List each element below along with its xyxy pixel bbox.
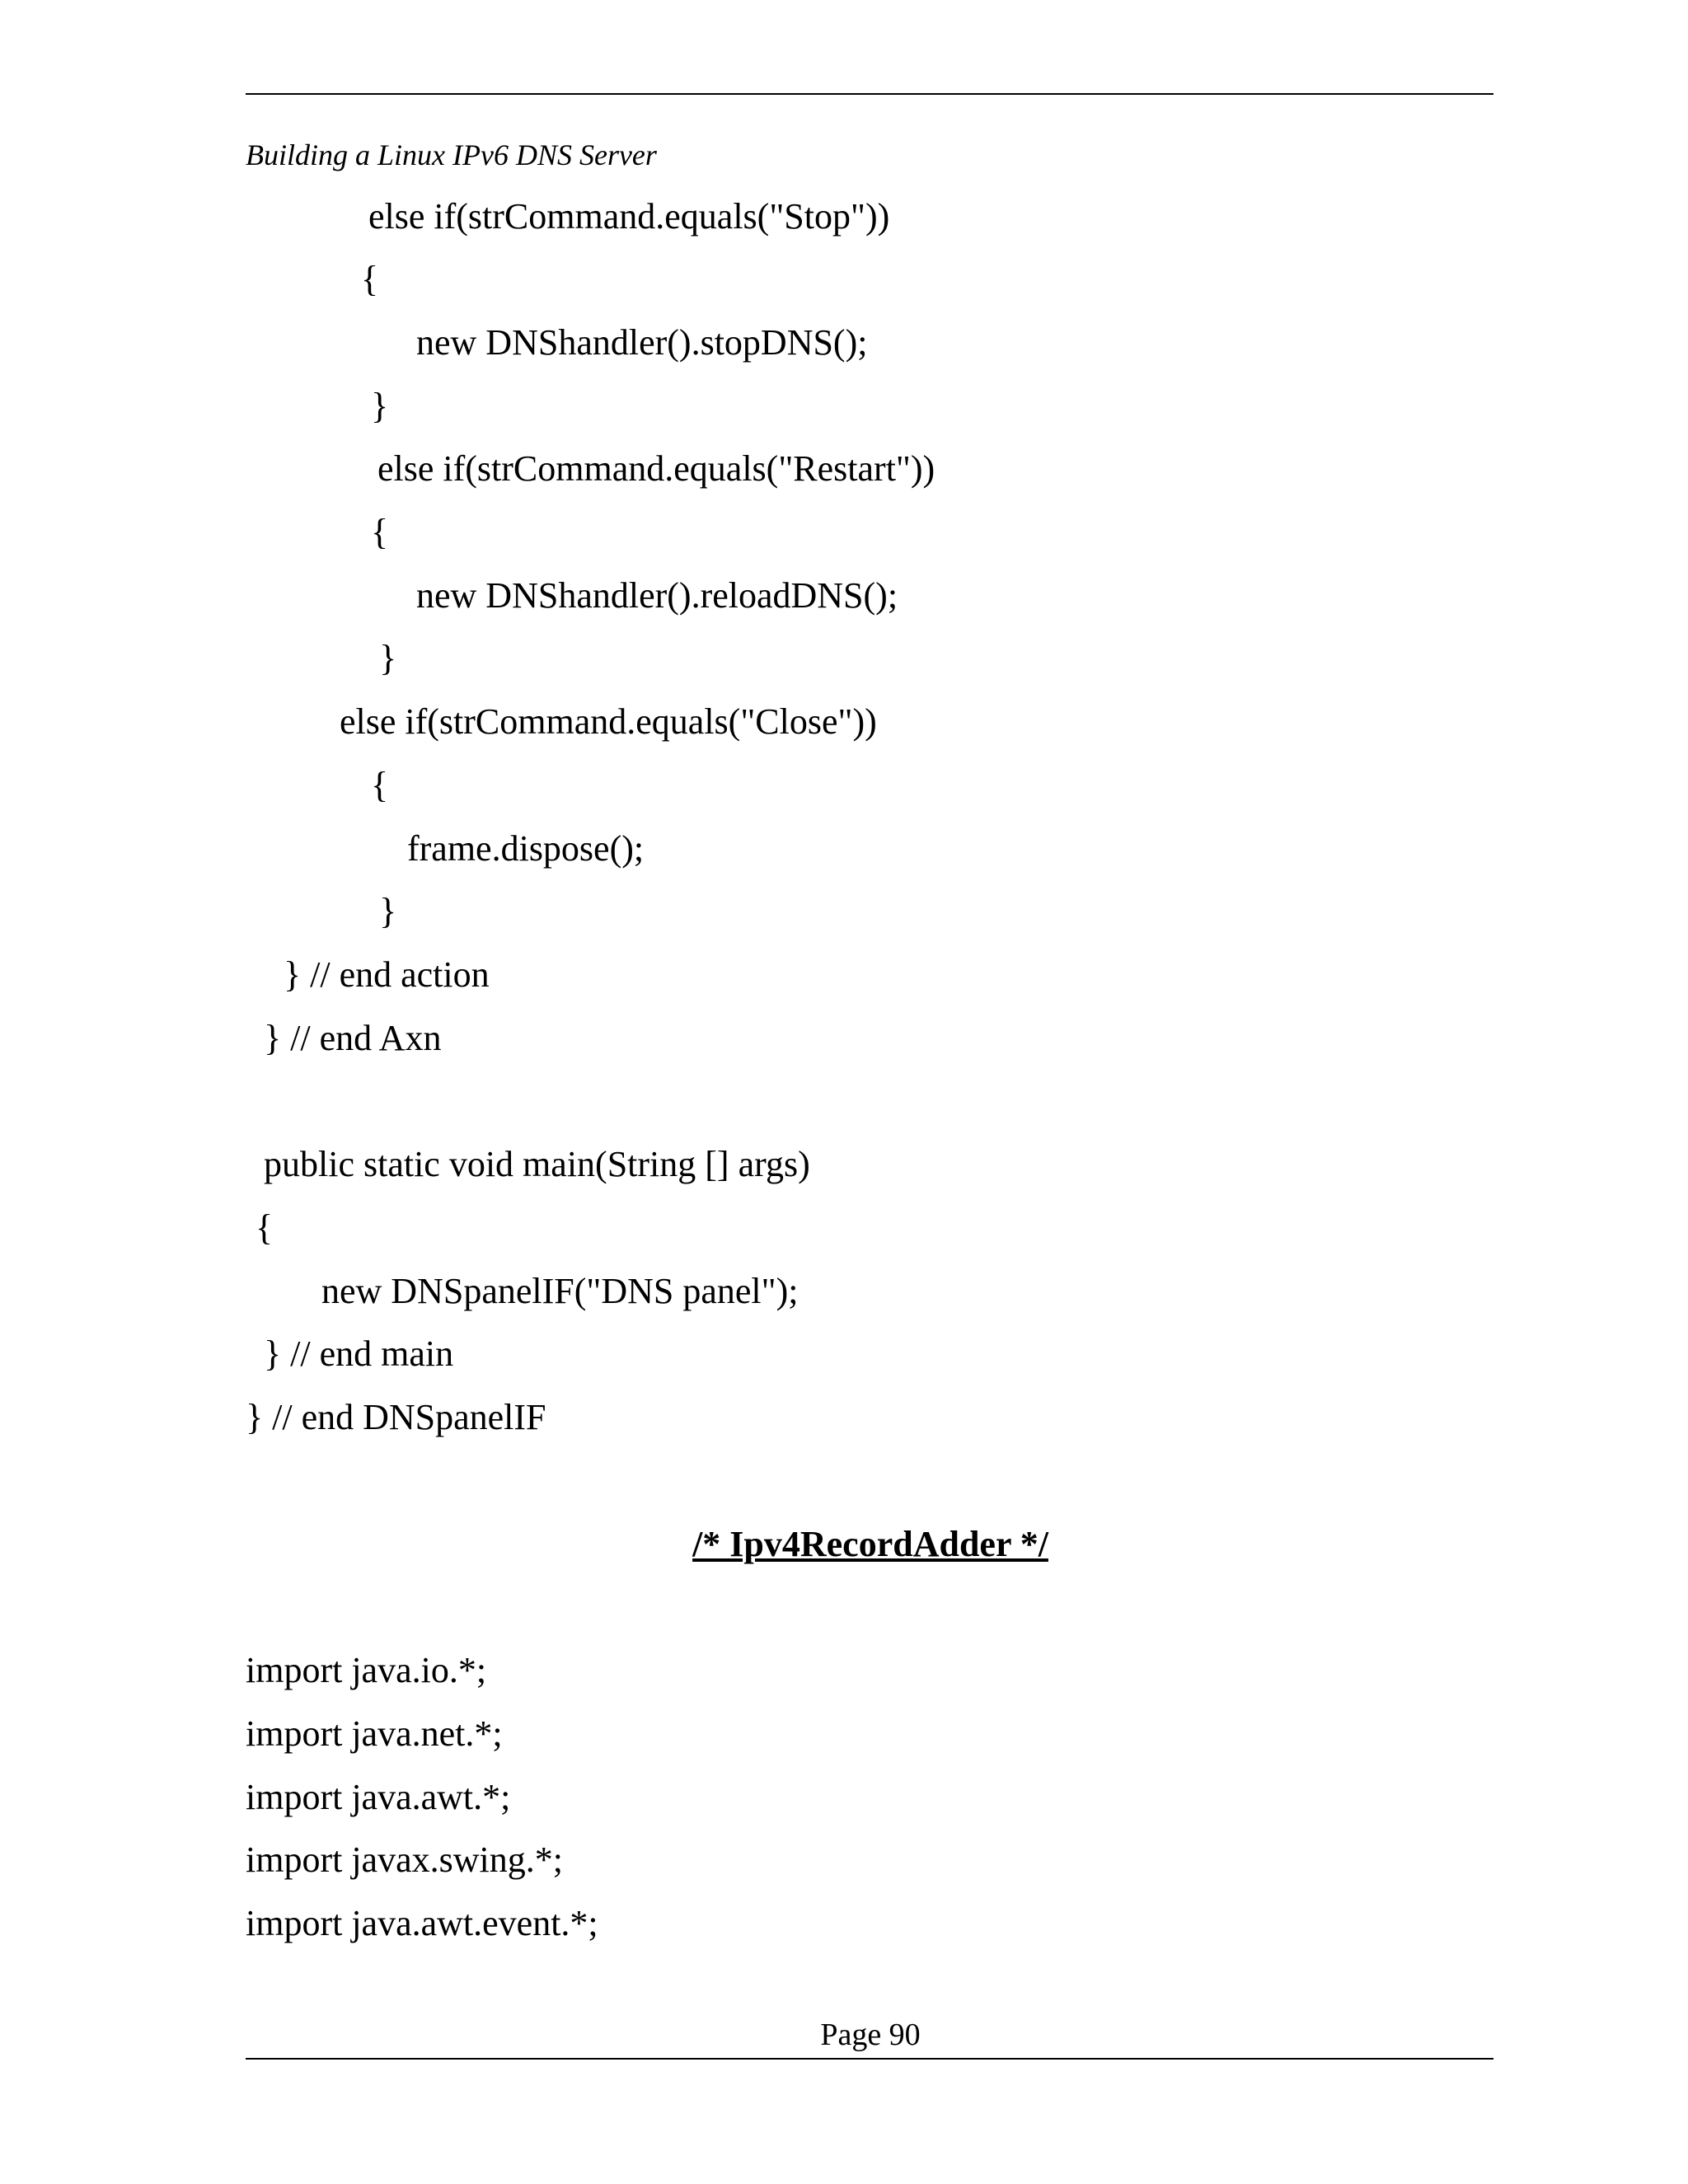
page-number: Page 90 <box>820 2018 921 2052</box>
code-line: public static void main(String [] args) <box>264 1144 810 1184</box>
footer-rule <box>246 2058 1493 2060</box>
header-rule <box>246 93 1493 95</box>
section-heading: /* Ipv4RecordAdder */ <box>692 1524 1048 1564</box>
code-line: else if(strCommand.equals("Stop")) <box>368 196 890 237</box>
code-line: { <box>371 512 389 552</box>
code-line: new DNSpanelIF("DNS panel"); <box>321 1271 799 1311</box>
code-line: new DNShandler().reloadDNS(); <box>416 575 898 616</box>
code-line: else if(strCommand.equals("Close")) <box>340 701 877 742</box>
code-line: } <box>371 386 389 426</box>
import-line: import java.awt.event.*; <box>246 1903 598 1943</box>
code-line: } // end Axn <box>264 1018 442 1058</box>
import-line: import java.net.*; <box>246 1713 503 1754</box>
code-line: } // end action <box>284 954 490 995</box>
import-line: import java.awt.*; <box>246 1777 511 1817</box>
import-line: import java.io.*; <box>246 1650 487 1690</box>
import-line: import javax.swing.*; <box>246 1840 563 1880</box>
code-line: } <box>379 891 397 931</box>
running-header-title: Building a Linux IPv6 DNS Server <box>246 138 657 171</box>
code-line: else if(strCommand.equals("Restart")) <box>377 448 935 489</box>
code-line: new DNShandler().stopDNS(); <box>416 322 868 363</box>
code-line: } <box>379 638 397 678</box>
code-line: { <box>256 1207 274 1248</box>
code-line: { <box>371 765 389 805</box>
code-line: frame.dispose(); <box>407 828 645 869</box>
code-line: } // end DNSpanelIF <box>246 1397 546 1437</box>
code-line: { <box>361 259 379 299</box>
code-line: } // end main <box>264 1333 454 1374</box>
